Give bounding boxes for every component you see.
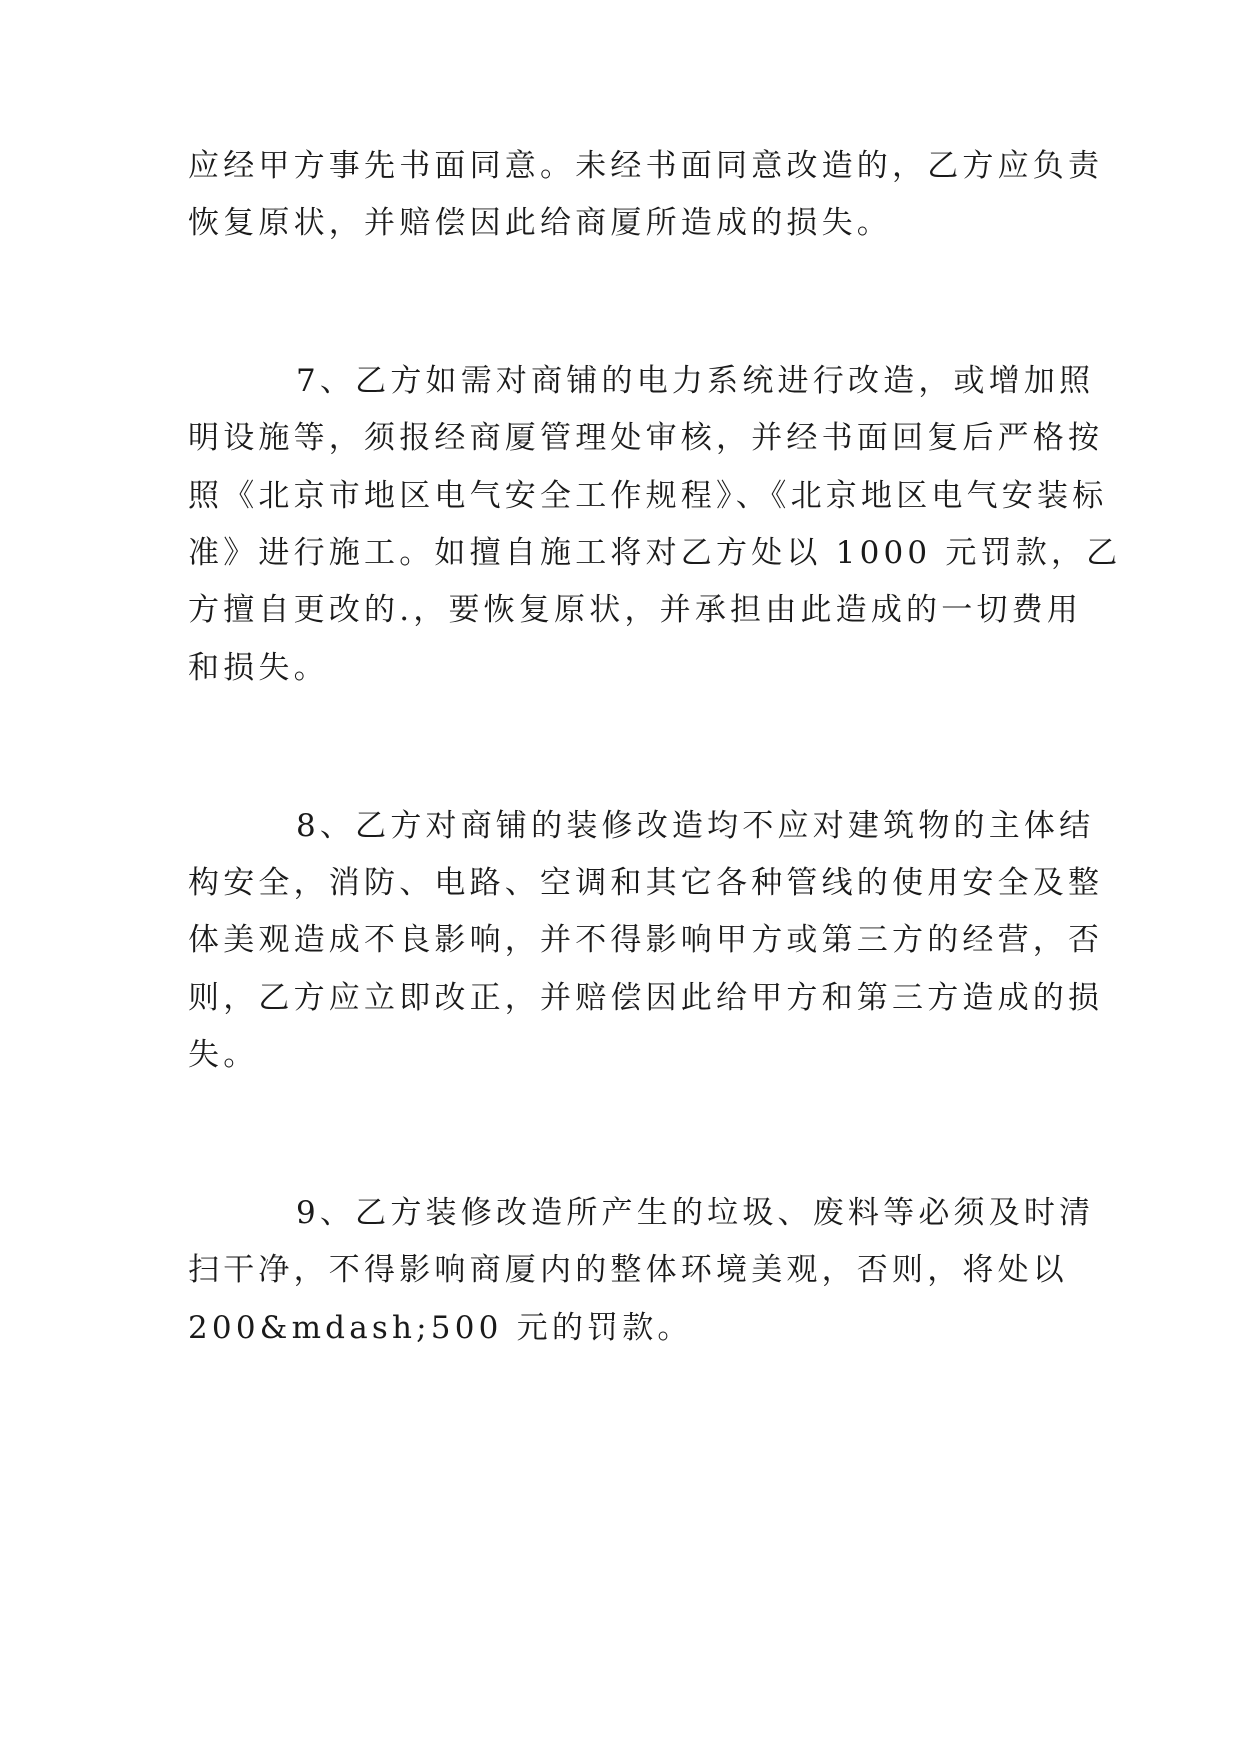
paragraph-line: 方擅自更改的.，要恢复原状，并承担由此造成的一切费用 xyxy=(188,592,1083,628)
paragraph-line: 明设施等，须报经商厦管理处审核，并经书面回复后严格按 xyxy=(188,420,1104,456)
paragraph-line: 9、乙方装修改造所产生的垃圾、废料等必须及时清 xyxy=(296,1195,1095,1231)
paragraph-line: 准》进行施工。如擅自施工将对乙方处以 1000 元罚款，乙 xyxy=(188,535,1122,571)
paragraph-line: 失。 xyxy=(188,1037,259,1073)
paragraph-line: 7、乙方如需对商铺的电力系统进行改造，或增加照 xyxy=(296,363,1095,399)
paragraph-line: 则，乙方应立即改正，并赔偿因此给甲方和第三方造成的损 xyxy=(188,980,1104,1016)
paragraph-line: 构安全，消防、电路、空调和其它各种管线的使用安全及整 xyxy=(188,865,1104,901)
paragraph-line: 体美观造成不良影响，并不得影响甲方或第三方的经营，否 xyxy=(188,922,1104,958)
paragraph-line: 200&mdash;500 元的罚款。 xyxy=(188,1310,693,1346)
paragraph-line: 扫干净，不得影响商厦内的整体环境美观，否则，将处以 xyxy=(188,1252,1068,1288)
paragraph-line: 恢复原状，并赔偿因此给商厦所造成的损失。 xyxy=(188,205,892,241)
paragraph-line: 照《北京市地区电气安全工作规程》、《北京地区电气安装标 xyxy=(188,478,1108,514)
paragraph-line: 和损失。 xyxy=(188,650,329,686)
paragraph-line: 应经甲方事先书面同意。未经书面同意改造的，乙方应负责 xyxy=(188,148,1104,184)
paragraph-line: 8、乙方对商铺的装修改造均不应对建筑物的主体结 xyxy=(296,808,1095,844)
